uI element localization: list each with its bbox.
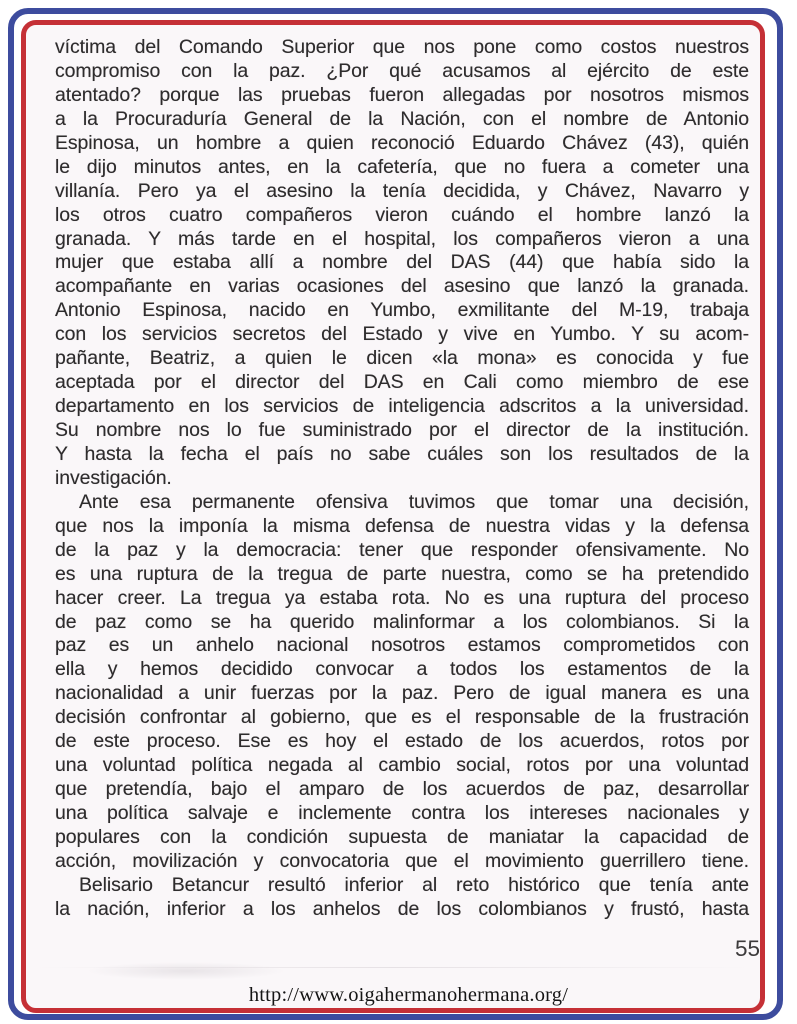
text-line: hacer creer. La tregua ya estaba rota. No es una ruptura del proceso [55,586,749,609]
text-line: que nos la imponía la misma defensa de nuestra vidas y la defensa [55,514,749,537]
text-line: investigación. [55,466,172,489]
text-line: a la Procuraduría General de la Nación, con el nombre de Antonio [55,107,749,130]
text-line: los otros cuatro compañeros vieron cuándo el hombre lanzó la [55,203,749,226]
text-line: atentado? porque las pruebas fueron allegadas por nosotros mismos [55,83,749,106]
page-number: 55 [734,936,760,961]
text-line: Su nombre nos lo fue suministrado por el director de la institución. [55,419,749,441]
text-line: Antonio Espinosa, nacido en Yumbo, exmilitante del M-19, trabaja [55,299,749,322]
text-line: granada. Y más tarde en el hospital, los compañeros vieron a una [55,227,749,250]
text-line: decisión confrontar al gobierno, que es el responsable de la frustración [55,706,749,729]
text-line: compromiso con la paz. ¿Por qué acusamos al ejército de este [55,59,749,82]
text-line: aceptada por el director del DAS en Cali como miembro de ese [55,371,749,394]
text-line: pañante, Beatriz, a quien le dicen «la mona» es conocida y fue [55,347,749,370]
text-line: le dijo minutos antes, en la cafetería, que no fuera a cometer una [55,155,749,178]
text-line: acción, movilización y convocatoria que el movimiento guerrillero tiene. [55,849,749,872]
text-line: de la paz y la democracia: tener que responder ofensivamente. No [55,538,749,561]
text-line: paz es un anhelo nacional nosotros estamos comprometidos con [55,634,749,657]
text-line: acompañante en varias ocasiones del asesino que lanzó la granada. [55,275,749,298]
text-line: Y hasta la fecha el país no sabe cuáles son los resultados de la [55,442,749,465]
text-line: de paz como se ha querido malinformar a los colombianos. Si la [55,610,749,633]
text-line: departamento en los servicios de inteligencia adscritos a la universidad. [55,395,749,418]
text-line: la nación, inferior a los anhelos de los colombianos y frustó, hasta [55,897,749,920]
text-line: con los servicios secretos del Estado y vive en Yumbo. Y su acom- [55,323,749,346]
text-line: ella y hemos decidido convocar a todos los estamentos de la [55,658,749,681]
text-line: Espinosa, un hombre a quien reconoció Eduardo Chávez (43), quién [55,131,749,154]
text-line: que pretendía, bajo el amparo de los acuerdos de paz, desarrollar [55,778,749,801]
body-text [55,36,749,922]
text-line: Ante esa permanente ofensiva tuvimos que tomar una decisión, [79,490,749,513]
text-line: es una ruptura de la tregua de parte nuestra, como se ha pretendido [55,562,749,585]
text-line: de este proceso. Ese es hoy el estado de los acuerdos, rotos por [55,730,749,753]
text-line: mujer que estaba allí a nombre del DAS (44) que había sido la [55,251,749,274]
text-line: populares con la condición supuesta de maniatar la capacidad de [55,825,749,848]
text-line: víctima del Comando Superior que nos pone como costos nuestros [55,36,749,58]
text-line: una voluntad política negada al cambio social, rotos por una voluntad [55,754,749,777]
text-line: villanía. Pero ya el asesino la tenía decidida, y Chávez, Navarro y [55,179,749,202]
text-line: una política salvaje e inclemente contra los intereses nacionales y [55,802,749,824]
text-line: Belisario Betancur resultó inferior al reto histórico que tenía ante [79,873,749,896]
text-line: nacionalidad a unir fuerzas por la paz. Pero de igual manera es una [55,682,749,705]
footer-url: http://www.oigahermanohermana.org/ [248,984,569,1006]
